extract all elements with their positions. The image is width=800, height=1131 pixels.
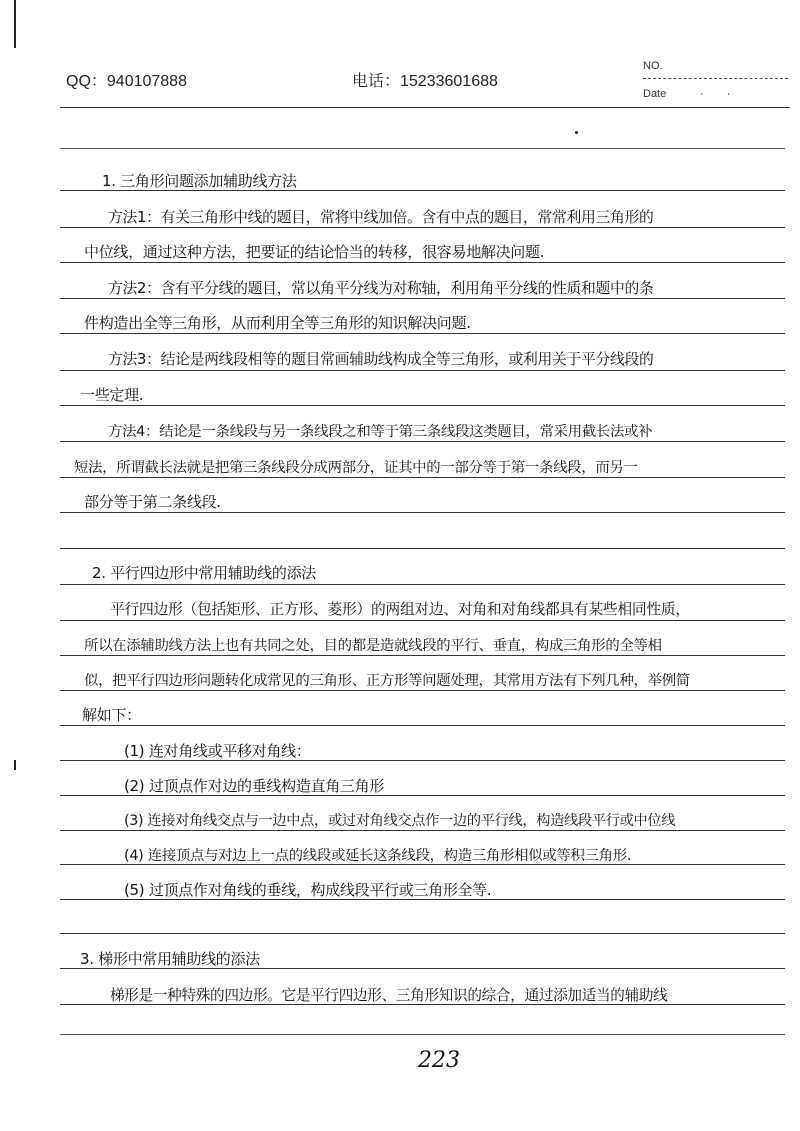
ruled-line [60, 227, 785, 228]
ruled-line [60, 620, 785, 621]
binding-mark-bottom [14, 760, 16, 770]
ruled-line [60, 148, 785, 149]
ruled-line [60, 298, 785, 299]
dot-mark [575, 131, 578, 134]
list-item: (3) 连接对角线交点与一边中点，或过对角线交点作一边的平行线，构造线段平行或中位线 [124, 813, 676, 829]
ruled-line [60, 333, 785, 334]
ruled-line [60, 725, 785, 726]
ruled-line [60, 477, 785, 478]
ruled-line [60, 405, 785, 406]
ruled-line [60, 370, 785, 371]
ruled-line [60, 655, 785, 656]
no-dashed-line [643, 78, 788, 79]
date-dots: · · [700, 88, 741, 100]
binding-mark-top [14, 0, 16, 48]
text-line: 似，把平行四边形问题转化成常见的三角形、正方形等问题处理，其常用方法有下列几种，举例简 [84, 673, 690, 689]
text-line: 件构造出全等三角形，从而利用全等三角形的知识解决问题. [84, 314, 471, 332]
ruled-line [60, 584, 785, 585]
ruled-line [60, 830, 785, 831]
text-line: 梯形是一种特殊的四边形。它是平行四边形、三角形知识的综合，通过添加适当的辅助线 [110, 987, 668, 1004]
text-line: 部分等于第二条线段. [84, 493, 221, 511]
bottom-rule [60, 1034, 785, 1035]
ruled-line [60, 441, 785, 442]
text-line: 短法，所谓截长法就是把第三条线段分成两部分，证其中的一部分等于第一条线段，而另一 [74, 460, 638, 476]
list-item: (4) 连接顶点与对边上一点的线段或延长这条线段，构造三角形相似或等积三角形. [124, 848, 632, 864]
page-number: 223 [418, 1048, 460, 1073]
text-line: 方法1：有关三角形中线的题目，常将中线加倍。含有中点的题目，常常利用三角形的 [108, 209, 654, 226]
text-line: 中位线，通过这种方法，把要证的结论恰当的转移，很容易地解决问题. [84, 243, 545, 261]
ruled-line [60, 548, 785, 549]
text-line: 平行四边形（包括矩形、正方形、菱形）的两组对边、对角和对角线都具有某些相同性质， [110, 601, 690, 618]
header-rule [60, 107, 790, 108]
text-line: 方法3：结论是两线段相等的题目常画辅助线构成全等三角形，或利用关于平分线段的 [108, 351, 654, 368]
section-heading-2: 2. 平行四边形中常用辅助线的添法 [92, 564, 316, 582]
ruled-line [60, 690, 785, 691]
section-heading-3: 3. 梯形中常用辅助线的添法 [80, 950, 260, 968]
text-line: 方法4：结论是一条线段与另一条线段之和等于第三条线段这类题目，常采用截长法或补 [108, 424, 653, 440]
ruled-line [60, 262, 785, 263]
ruled-line [60, 512, 785, 513]
ruled-line [60, 933, 785, 934]
text-line: 方法2：含有平分线的题目，常以角平分线为对称轴，利用角平分线的性质和题中的条 [108, 280, 654, 297]
date-label: Date [643, 88, 667, 100]
text-line: 所以在添辅助线方法上也有共同之处，目的都是造就线段的平行、垂直，构成三角形的全等相 [84, 638, 662, 654]
phone-contact: 电话：15233601688 [352, 73, 498, 90]
list-item: (5) 过顶点作对角线的垂线，构成线段平行或三角形全等. [124, 881, 492, 899]
text-line: 一些定理. [80, 386, 144, 404]
qq-contact: QQ：940107888 [66, 73, 187, 90]
list-item: (1) 连对角线或平移对角线： [124, 742, 311, 760]
text-line: 解如下： [82, 706, 141, 724]
no-label: NO. [643, 60, 663, 72]
list-item: (2) 过顶点作对边的垂线构造直角三角形 [124, 777, 385, 795]
section-heading-1: 1. 三角形问题添加辅助线方法 [102, 172, 297, 190]
